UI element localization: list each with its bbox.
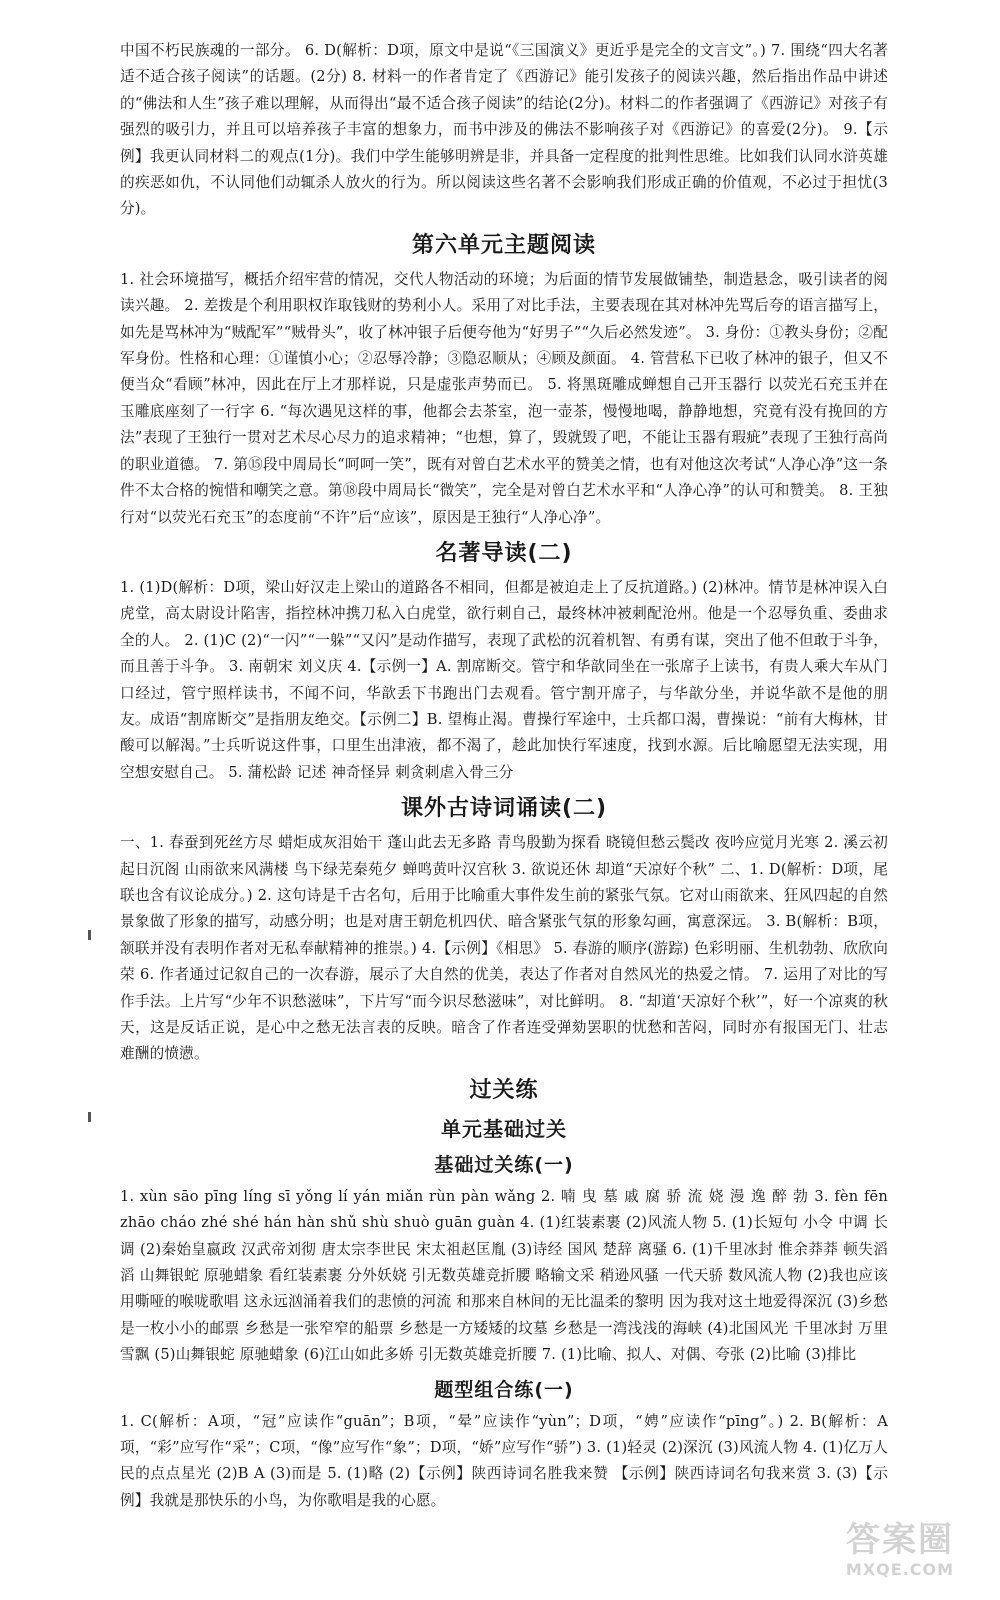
answer-paragraph: 1. xùn sāo pīng líng sī yǒng lí yán miǎn rùn pàn wǎng 2. 喃 曳 墓 戚 腐 骄 流 娆 漫 逸 醉 勃 3. fèn fēn zhāo cháo zhé shé hán hàn shǔ shù shuò guān guàn 4. (1)红装素裹 (2)风流人物 5. (1)长短句 小令 中调 长调 (2)秦始皇嬴政 汉武帝刘彻 唐太宗李世民 宋太祖赵匡胤 (3)诗经 国风 楚辞 离骚 6. (1)千里冰封 惟余莽莽 顿失滔滔 山舞银蛇 原驰蜡象 看红装素裹 分外妖娆 引无数英雄竞折腰 略输文采 稍逊风骚 一代天骄 数风流人物 (2)我也应该用嘶哑的喉咙歌唱 这永远汹涌着我们的悲愤的河流 和那来自林间的无比温柔的黎明 因为我对这土地爱得深沉 (3)乡愁是一枚小小的邮票 乡愁是一张窄窄的船票 乡愁是一方矮矮的坟墓 乡愁是一湾浅浅的海峡 (4)北国风光 千里冰封 万里雪飘 (5)山舞银蛇 原驰蜡象 (6)江山如此多娇 引无数英雄竞折腰 7. (1)比喻、拟人、对偶、夸张 (2)比喻 (3)排比 [120, 1187, 888, 1364]
site-watermark [820, 1520, 980, 1584]
watermark-url: MXQE.COM [845, 1560, 955, 1579]
answer-paragraph: 1. (1)D(解析：D项，梁山好汉走上梁山的道路各不相同，但都是被迫走上了反抗道路。) (2)林冲。情节是林冲误入白虎堂，高太尉设计陷害，指控林冲携刀私入白虎堂，欲行刺自己，最终林冲被刺配沧州。他是一个忍辱负重、委曲求全的人。 2. (1)C (2)“一闪”“一躲”“又闪”是动作描写，表现了武松的沉着机智、有勇有谋，突出了他不但敢于斗争，而且善于斗争。 3. 南朝宋 刘义庆 4.【示例一】A. 割席断交。管宁和华歆同坐在一张席子上读书，有贵人乘大车从门口经过，管宁照样读书，不闻不问，华歆丢下书跑出门去观看。管宁割开席子，与华歆分坐，并说华歆不是他的朋友。成语“割席断交”是指朋友绝交。【示例二】B. 望梅止渴。曹操行军途中，士兵都口渴，曹操说：“前有大梅林，甘酸可以解渴。”士兵听说这件事，口里生出津液，都不渴了，趁此加快行军速度，找到水源。后比喻愿望无法实现，用空想安慰自己。 5. 蒲松龄 记述 神奇怪异 刺贪刺虐入骨三分 [120, 578, 888, 781]
binding-mark [88, 930, 91, 940]
section-heading: 题型组合练(一) [434, 1378, 574, 1401]
watermark-logo-text: 答案圈 [846, 1520, 954, 1560]
section-heading: 第六单元主题阅读 [411, 232, 596, 258]
answer-paragraph: 一、1. 春蚕到死丝方尽 蜡炬成灰泪始干 蓬山此去无多路 青鸟殷勤为探看 晓镜但愁云鬓改 夜吟应觉月光寒 2. 溪云初起日沉阁 山雨欲来风满楼 鸟下绿芜秦苑夕 蝉鸣黄叶汉宫秋 3. 欲说还休 却道“天凉好个秋” 二、1. D(解析：D项，尾联也含有议论成分。) 2. 这句诗是千古名句，后用于比喻重大事件发生前的紧张气氛。它对山雨欲来、狂风四起的自然景象做了形象的描写，动感分明；也是对唐王朝危机四伏、暗含紧张气氛的形象勾画，寓意深远。 3. B(解析：B项，颔联并没有表明作者对无私奉献精神的推崇。) 4.【示例】《相思》 5. 春游的顺序(游踪) 色彩明丽、生机勃勃、欣欣向荣 6. 作者通过记叙自己的一次春游，展示了大自然的优美，表达了作者对自然风光的热爱之情。 7. 运用了对比的写作手法。上片写“少年不识愁滋味”，下片写“而今识尽愁滋味”，对比鲜明。 8. “却道‘天凉好个秋’”，好一个凉爽的秋天，这是反话正说，是心中之愁无法言表的反映。暗含了作者连受弹劾罢职的忧愁和苦闷，同时亦有报国无门、壮志难酬的愤懑。 [120, 834, 888, 1063]
section-heading: 基础过关练(一) [434, 1153, 574, 1176]
section-heading: 单元基础过关 [441, 1116, 567, 1141]
section-heading: 过关练 [469, 1077, 539, 1103]
content-flow [120, 38, 888, 1514]
answer-paragraph: 中国不朽民族魂的一部分。 6. D(解析：D项，原文中是说“《三国演义》更近乎是完全的文言文”。) 7. 围绕“四大名著适不适合孩子阅读”的话题。(2分) 8. 材料一的作者肯定了《西游记》能引发孩子的阅读兴趣，然后指出作品中讲述的“佛法和人生”孩子难以理解，从而得出“最不适合孩子阅读”的结论(2分)。材料二的作者强调了《西游记》对孩子有强烈的吸引力，并且可以培养孩子丰富的想象力，而书中涉及的佛法不影响孩子对《西游记》的喜爱(2分)。 9.【示例】我更认同材料二的观点(1分)。我们中学生能够明辨是非，并具备一定程度的批判性思维。比如我们认同水浒英雄的疾恶如仇，不认同他们动辄杀人放火的行为。所以阅读这些名著不会影响我们形成正确的价值观，不必过于担忧(3分)。 [120, 42, 888, 218]
answer-paragraph: 1. C(解析：A项，“冠”应读作“guān”；B项，“晕”应读作“yùn”；D项，“娉”应读作“pīng”。) 2. B(解析：A项，“彩”应写作“采”；C项，“像”应写作“象”；D项，“娇”应写作“骄”) 3. (1)轻灵 (2)深沉 (3)风流人物 4. (1)亿万人民的点点星光 (2)B A (3)而是 5. (1)略 (2)【示例】陕西诗词名胜我来赞 【示例】陕西诗词名句我来赏 3. (3)【示例】我就是那快乐的小鸟，为你歌唱是我的心愿。 [120, 1412, 888, 1509]
answer-paragraph: 1. 社会环境描写，概括介绍牢营的情况，交代人物活动的环境；为后面的情节发展做铺垫，制造悬念，吸引读者的阅读兴趣。 2. 差拨是个利用职权诈取钱财的势利小人。采用了对比手法，主要表现在其对林冲先骂后夸的语言描写上，如先是骂林冲为“贼配军”“贼骨头”，收了林冲银子后便夸他为“好男子”“久后必然发迹”。 3. 身份：①教头身份；②配军身份。性格和心理：①谨慎小心；②忍辱冷静；③隐忍顺从；④顾及颜面。 4. 管营私下已收了林冲的银子，但又不便当众“看顾”林冲，因此在厅上才那样说，只是虚张声势而已。 5. 将黑斑雕成蝉想自己开玉器行 以荧光石充玉并在玉雕底座刻了一行字 6. “每次遇见这样的事，他都会去茶室，泡一壶茶，慢慢地喝，静静地想，究竟有没有挽回的方法”表现了王独行一贯对艺术尽心尽力的追求精神；“也想，算了，毁就毁了吧，不能让玉器有瑕疵”表现了王独行高尚的职业道德。 7. 第⑮段中周局长“呵呵一笑”，既有对曾白艺术水平的赞美之情，也有对他这次考试“人净心净”这一条件不太合格的惋惜和嘲笑之意。第⑱段中周局长“微笑”，完全是对曾白艺术水平和“人净心净”的认可和赞美。 8. 王独行对“以荧光石充玉”的态度前“不许”后“应该”，原因是王独行“人净心净”。 [120, 270, 888, 526]
section-heading: 课外古诗词诵读(二) [400, 796, 608, 822]
binding-mark [88, 1112, 91, 1122]
section-heading: 名著导读(二) [435, 540, 573, 566]
